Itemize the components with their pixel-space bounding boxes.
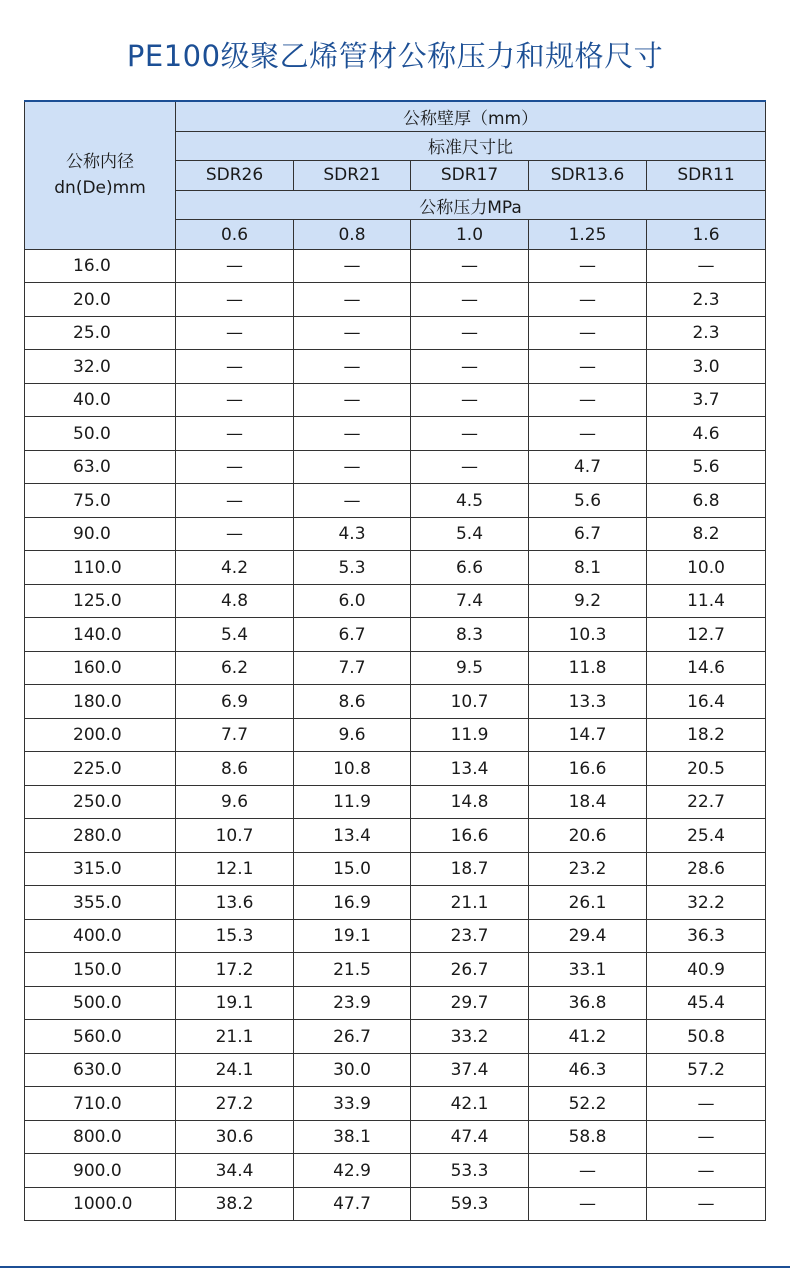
cell-wall-thickness: 26.1 bbox=[529, 886, 647, 920]
cell-wall-thickness: 36.3 bbox=[647, 919, 766, 953]
table-row bbox=[25, 383, 766, 417]
cell-wall-thickness: 21.1 bbox=[176, 1020, 294, 1054]
table-row bbox=[25, 1187, 766, 1221]
cell-wall-thickness: 40.9 bbox=[647, 953, 766, 987]
cell-wall-thickness: 30.6 bbox=[176, 1120, 294, 1154]
table-row bbox=[25, 852, 766, 886]
cell-nominal-diameter: 25.0 bbox=[25, 316, 176, 350]
cell-nominal-diameter: 630.0 bbox=[25, 1053, 176, 1087]
cell-wall-thickness: — bbox=[529, 383, 647, 417]
table-row bbox=[25, 752, 766, 786]
cell-nominal-diameter: 75.0 bbox=[25, 484, 176, 518]
bottom-divider bbox=[0, 1266, 790, 1268]
cell-nominal-diameter: 125.0 bbox=[25, 584, 176, 618]
cell-wall-thickness: 33.1 bbox=[529, 953, 647, 987]
cell-wall-thickness: 18.4 bbox=[529, 785, 647, 819]
table-row bbox=[25, 584, 766, 618]
spec-table bbox=[24, 100, 766, 1221]
cell-wall-thickness: 9.2 bbox=[529, 584, 647, 618]
cell-wall-thickness: 7.7 bbox=[176, 718, 294, 752]
cell-wall-thickness: 46.3 bbox=[529, 1053, 647, 1087]
cell-wall-thickness: 11.9 bbox=[294, 785, 411, 819]
table-row bbox=[25, 685, 766, 719]
cell-wall-thickness: 3.0 bbox=[647, 350, 766, 384]
cell-wall-thickness: 42.9 bbox=[294, 1154, 411, 1188]
cell-wall-thickness: — bbox=[176, 517, 294, 551]
cell-wall-thickness: 5.3 bbox=[294, 551, 411, 585]
cell-wall-thickness: 4.6 bbox=[647, 417, 766, 451]
cell-wall-thickness: 8.3 bbox=[411, 618, 529, 652]
table-row bbox=[25, 450, 766, 484]
table-row bbox=[25, 919, 766, 953]
cell-nominal-diameter: 280.0 bbox=[25, 819, 176, 853]
cell-wall-thickness: 37.4 bbox=[411, 1053, 529, 1087]
header-sdr-cell: SDR11 bbox=[647, 161, 766, 191]
cell-wall-thickness: 5.6 bbox=[647, 450, 766, 484]
table-row bbox=[25, 953, 766, 987]
header-wall-thickness: 公称壁厚（mm） bbox=[176, 101, 766, 131]
cell-nominal-diameter: 63.0 bbox=[25, 450, 176, 484]
cell-wall-thickness: 12.7 bbox=[647, 618, 766, 652]
cell-wall-thickness: 36.8 bbox=[529, 986, 647, 1020]
cell-wall-thickness: 5.4 bbox=[411, 517, 529, 551]
cell-nominal-diameter: 355.0 bbox=[25, 886, 176, 920]
header-pressure-cell: 1.6 bbox=[647, 220, 766, 250]
header-pressure-cell: 0.8 bbox=[294, 220, 411, 250]
cell-wall-thickness: — bbox=[176, 450, 294, 484]
table-row bbox=[25, 785, 766, 819]
cell-nominal-diameter: 800.0 bbox=[25, 1120, 176, 1154]
header-sdr-cell: SDR21 bbox=[294, 161, 411, 191]
cell-wall-thickness: 6.9 bbox=[176, 685, 294, 719]
cell-wall-thickness: 32.2 bbox=[647, 886, 766, 920]
page-title: PE100级聚乙烯管材公称压力和规格尺寸 bbox=[126, 39, 664, 73]
header-sdr-cell: SDR26 bbox=[176, 161, 294, 191]
table-row bbox=[25, 986, 766, 1020]
cell-wall-thickness: 19.1 bbox=[294, 919, 411, 953]
header-sdr-label: 标准尺寸比 bbox=[176, 131, 766, 161]
cell-wall-thickness: — bbox=[294, 350, 411, 384]
cell-wall-thickness: 24.1 bbox=[176, 1053, 294, 1087]
cell-wall-thickness: 47.7 bbox=[294, 1187, 411, 1221]
cell-wall-thickness: 9.6 bbox=[176, 785, 294, 819]
cell-wall-thickness: 59.3 bbox=[411, 1187, 529, 1221]
table-row bbox=[25, 618, 766, 652]
cell-wall-thickness: 6.6 bbox=[411, 551, 529, 585]
cell-wall-thickness: 10.7 bbox=[411, 685, 529, 719]
cell-wall-thickness: 3.7 bbox=[647, 383, 766, 417]
cell-wall-thickness: 6.7 bbox=[294, 618, 411, 652]
cell-wall-thickness: — bbox=[176, 350, 294, 384]
cell-wall-thickness: 26.7 bbox=[411, 953, 529, 987]
cell-wall-thickness: 12.1 bbox=[176, 852, 294, 886]
cell-wall-thickness: 4.5 bbox=[411, 484, 529, 518]
cell-wall-thickness: 6.7 bbox=[529, 517, 647, 551]
cell-wall-thickness: 10.3 bbox=[529, 618, 647, 652]
table-row bbox=[25, 1053, 766, 1087]
cell-wall-thickness: — bbox=[411, 316, 529, 350]
header-sdr-cell: SDR17 bbox=[411, 161, 529, 191]
cell-wall-thickness: — bbox=[529, 350, 647, 384]
cell-wall-thickness: — bbox=[647, 1087, 766, 1121]
cell-nominal-diameter: 140.0 bbox=[25, 618, 176, 652]
cell-wall-thickness: 13.6 bbox=[176, 886, 294, 920]
cell-wall-thickness: 11.4 bbox=[647, 584, 766, 618]
header-pressure-label: 公称压力MPa bbox=[176, 190, 766, 220]
cell-wall-thickness: — bbox=[294, 249, 411, 283]
cell-wall-thickness: 29.7 bbox=[411, 986, 529, 1020]
cell-wall-thickness: 8.6 bbox=[176, 752, 294, 786]
cell-wall-thickness: — bbox=[647, 1120, 766, 1154]
cell-wall-thickness: 53.3 bbox=[411, 1154, 529, 1188]
table-row bbox=[25, 819, 766, 853]
cell-wall-thickness: 13.3 bbox=[529, 685, 647, 719]
cell-wall-thickness: — bbox=[294, 283, 411, 317]
table-row bbox=[25, 316, 766, 350]
table-row bbox=[25, 1154, 766, 1188]
cell-wall-thickness: 20.5 bbox=[647, 752, 766, 786]
cell-wall-thickness: — bbox=[294, 484, 411, 518]
cell-wall-thickness: 42.1 bbox=[411, 1087, 529, 1121]
cell-wall-thickness: — bbox=[529, 316, 647, 350]
cell-wall-thickness: 19.1 bbox=[176, 986, 294, 1020]
cell-wall-thickness: 17.2 bbox=[176, 953, 294, 987]
cell-wall-thickness: — bbox=[294, 450, 411, 484]
row-header-line1: 公称内径 bbox=[66, 152, 134, 173]
cell-nominal-diameter: 560.0 bbox=[25, 1020, 176, 1054]
cell-wall-thickness: 50.8 bbox=[647, 1020, 766, 1054]
cell-wall-thickness: 8.2 bbox=[647, 517, 766, 551]
cell-wall-thickness: — bbox=[411, 350, 529, 384]
cell-nominal-diameter: 500.0 bbox=[25, 986, 176, 1020]
cell-nominal-diameter: 20.0 bbox=[25, 283, 176, 317]
cell-wall-thickness: — bbox=[176, 249, 294, 283]
cell-wall-thickness: 6.8 bbox=[647, 484, 766, 518]
cell-wall-thickness: 18.7 bbox=[411, 852, 529, 886]
cell-nominal-diameter: 250.0 bbox=[25, 785, 176, 819]
cell-wall-thickness: 14.7 bbox=[529, 718, 647, 752]
cell-wall-thickness: 25.4 bbox=[647, 819, 766, 853]
cell-wall-thickness: 23.7 bbox=[411, 919, 529, 953]
cell-nominal-diameter: 200.0 bbox=[25, 718, 176, 752]
cell-wall-thickness: 4.7 bbox=[529, 450, 647, 484]
cell-wall-thickness: — bbox=[529, 283, 647, 317]
cell-wall-thickness: 38.1 bbox=[294, 1120, 411, 1154]
cell-wall-thickness: — bbox=[529, 249, 647, 283]
cell-wall-thickness: 4.3 bbox=[294, 517, 411, 551]
header-pressure-cell: 1.25 bbox=[529, 220, 647, 250]
cell-wall-thickness: 13.4 bbox=[411, 752, 529, 786]
cell-nominal-diameter: 400.0 bbox=[25, 919, 176, 953]
cell-wall-thickness: — bbox=[176, 484, 294, 518]
cell-wall-thickness: 14.8 bbox=[411, 785, 529, 819]
table-row bbox=[25, 350, 766, 384]
cell-wall-thickness: — bbox=[294, 316, 411, 350]
cell-wall-thickness: 6.0 bbox=[294, 584, 411, 618]
cell-wall-thickness: 28.6 bbox=[647, 852, 766, 886]
cell-wall-thickness: 14.6 bbox=[647, 651, 766, 685]
cell-wall-thickness: — bbox=[529, 1154, 647, 1188]
header-sdr-cell: SDR13.6 bbox=[529, 161, 647, 191]
cell-wall-thickness: 13.4 bbox=[294, 819, 411, 853]
cell-wall-thickness: 33.2 bbox=[411, 1020, 529, 1054]
cell-wall-thickness: 11.8 bbox=[529, 651, 647, 685]
table-body bbox=[25, 249, 766, 1221]
cell-wall-thickness: 33.9 bbox=[294, 1087, 411, 1121]
cell-wall-thickness: — bbox=[294, 383, 411, 417]
cell-nominal-diameter: 900.0 bbox=[25, 1154, 176, 1188]
table-row bbox=[25, 886, 766, 920]
cell-wall-thickness: — bbox=[411, 249, 529, 283]
cell-nominal-diameter: 90.0 bbox=[25, 517, 176, 551]
cell-wall-thickness: 21.5 bbox=[294, 953, 411, 987]
cell-wall-thickness: — bbox=[411, 417, 529, 451]
cell-wall-thickness: 9.5 bbox=[411, 651, 529, 685]
header-pressure-cell: 1.0 bbox=[411, 220, 529, 250]
cell-wall-thickness: 23.2 bbox=[529, 852, 647, 886]
cell-nominal-diameter: 16.0 bbox=[25, 249, 176, 283]
cell-nominal-diameter: 50.0 bbox=[25, 417, 176, 451]
cell-wall-thickness: 5.6 bbox=[529, 484, 647, 518]
cell-wall-thickness: — bbox=[529, 1187, 647, 1221]
cell-wall-thickness: 26.7 bbox=[294, 1020, 411, 1054]
table-row bbox=[25, 249, 766, 283]
cell-wall-thickness: 4.2 bbox=[176, 551, 294, 585]
table-row bbox=[25, 283, 766, 317]
header-pressure-cell: 0.6 bbox=[176, 220, 294, 250]
cell-nominal-diameter: 150.0 bbox=[25, 953, 176, 987]
cell-wall-thickness: 34.4 bbox=[176, 1154, 294, 1188]
cell-nominal-diameter: 315.0 bbox=[25, 852, 176, 886]
table-row bbox=[25, 1020, 766, 1054]
cell-wall-thickness: 29.4 bbox=[529, 919, 647, 953]
cell-wall-thickness: 20.6 bbox=[529, 819, 647, 853]
cell-wall-thickness: — bbox=[647, 249, 766, 283]
cell-wall-thickness: 45.4 bbox=[647, 986, 766, 1020]
table-row bbox=[25, 718, 766, 752]
cell-nominal-diameter: 160.0 bbox=[25, 651, 176, 685]
cell-wall-thickness: 52.2 bbox=[529, 1087, 647, 1121]
row-header-line2: dn(De)mm bbox=[54, 178, 146, 199]
cell-wall-thickness: 30.0 bbox=[294, 1053, 411, 1087]
cell-wall-thickness: 22.7 bbox=[647, 785, 766, 819]
cell-nominal-diameter: 110.0 bbox=[25, 551, 176, 585]
cell-wall-thickness: 10.0 bbox=[647, 551, 766, 585]
cell-wall-thickness: 10.7 bbox=[176, 819, 294, 853]
table-row bbox=[25, 651, 766, 685]
cell-wall-thickness: — bbox=[411, 283, 529, 317]
table-row bbox=[25, 1087, 766, 1121]
cell-wall-thickness: 8.6 bbox=[294, 685, 411, 719]
cell-wall-thickness: 16.4 bbox=[647, 685, 766, 719]
cell-wall-thickness: 4.8 bbox=[176, 584, 294, 618]
cell-wall-thickness: 41.2 bbox=[529, 1020, 647, 1054]
cell-nominal-diameter: 225.0 bbox=[25, 752, 176, 786]
cell-wall-thickness: — bbox=[176, 283, 294, 317]
cell-nominal-diameter: 710.0 bbox=[25, 1087, 176, 1121]
cell-wall-thickness: 23.9 bbox=[294, 986, 411, 1020]
cell-wall-thickness: 57.2 bbox=[647, 1053, 766, 1087]
cell-wall-thickness: — bbox=[176, 383, 294, 417]
cell-wall-thickness: — bbox=[411, 383, 529, 417]
cell-wall-thickness: 6.2 bbox=[176, 651, 294, 685]
cell-wall-thickness: 7.7 bbox=[294, 651, 411, 685]
cell-nominal-diameter: 32.0 bbox=[25, 350, 176, 384]
cell-wall-thickness: — bbox=[529, 417, 647, 451]
cell-wall-thickness: — bbox=[411, 450, 529, 484]
cell-wall-thickness: 16.9 bbox=[294, 886, 411, 920]
cell-wall-thickness: 7.4 bbox=[411, 584, 529, 618]
row-header-nominal-diameter bbox=[25, 101, 176, 249]
cell-wall-thickness: 18.2 bbox=[647, 718, 766, 752]
cell-wall-thickness: 9.6 bbox=[294, 718, 411, 752]
cell-wall-thickness: — bbox=[647, 1187, 766, 1221]
cell-wall-thickness: 16.6 bbox=[411, 819, 529, 853]
cell-wall-thickness: 21.1 bbox=[411, 886, 529, 920]
table-header bbox=[25, 101, 766, 249]
cell-wall-thickness: 2.3 bbox=[647, 316, 766, 350]
cell-wall-thickness: 38.2 bbox=[176, 1187, 294, 1221]
table-row bbox=[25, 1120, 766, 1154]
cell-wall-thickness: 8.1 bbox=[529, 551, 647, 585]
table-row bbox=[25, 484, 766, 518]
table-row bbox=[25, 551, 766, 585]
cell-wall-thickness: — bbox=[294, 417, 411, 451]
cell-nominal-diameter: 1000.0 bbox=[25, 1187, 176, 1221]
cell-wall-thickness: 16.6 bbox=[529, 752, 647, 786]
table-row bbox=[25, 517, 766, 551]
cell-wall-thickness: — bbox=[176, 417, 294, 451]
cell-wall-thickness: — bbox=[176, 316, 294, 350]
table-row bbox=[25, 417, 766, 451]
cell-wall-thickness: 15.0 bbox=[294, 852, 411, 886]
cell-wall-thickness: 10.8 bbox=[294, 752, 411, 786]
cell-nominal-diameter: 40.0 bbox=[25, 383, 176, 417]
cell-wall-thickness: 11.9 bbox=[411, 718, 529, 752]
cell-wall-thickness: 58.8 bbox=[529, 1120, 647, 1154]
cell-nominal-diameter: 180.0 bbox=[25, 685, 176, 719]
cell-wall-thickness: 47.4 bbox=[411, 1120, 529, 1154]
cell-wall-thickness: 27.2 bbox=[176, 1087, 294, 1121]
cell-wall-thickness: 5.4 bbox=[176, 618, 294, 652]
cell-wall-thickness: — bbox=[647, 1154, 766, 1188]
cell-wall-thickness: 2.3 bbox=[647, 283, 766, 317]
cell-wall-thickness: 15.3 bbox=[176, 919, 294, 953]
